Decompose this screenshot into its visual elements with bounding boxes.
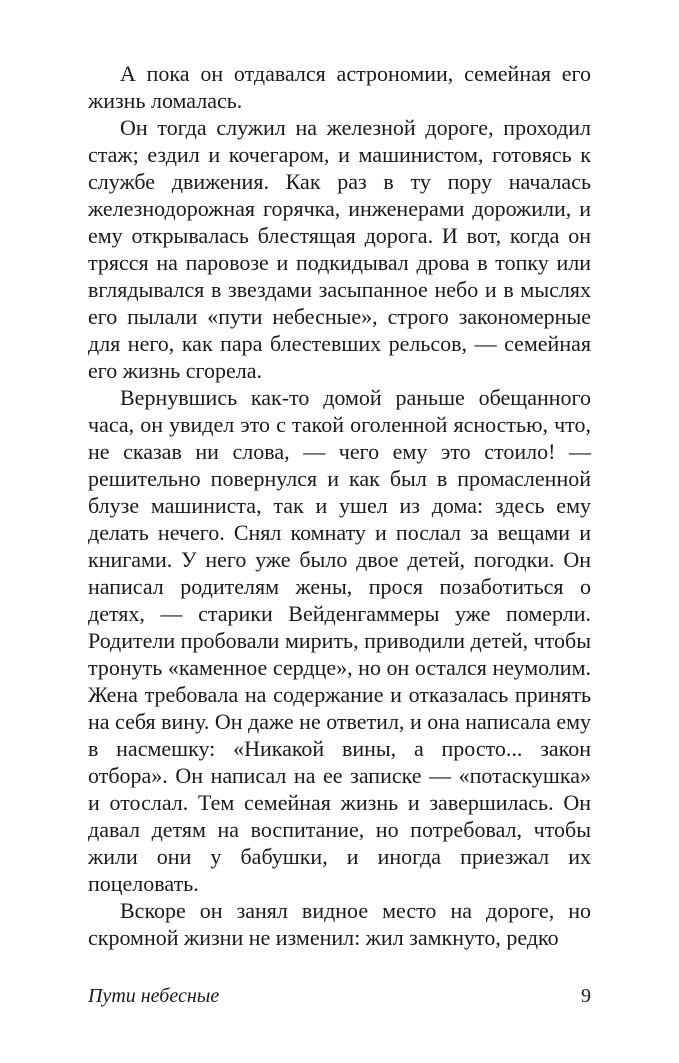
paragraph: А пока он отдавался астрономии, семейная его жизнь ломалась. [88, 61, 591, 113]
running-title: Пути небесные [88, 985, 220, 1007]
paragraph: Вскоре он занял видное место на дороге, но скромной жизни не изменил: жил замкнуто, редко [88, 898, 591, 950]
body-text [88, 60, 591, 951]
paragraph: Вернувшись как-то домой раньше обещанного часа, он увидел это с такой оголенной ясностью, что, не сказав ни слова, — чего ему это стоило! — решительно повернулся и как был в промасленной блузе машиниста, так и ушел из дома: здесь ему делать нечего. Снял комнату и послал за вещами и книгами. У него уже было двое детей, погодки. Он написал родителям жены, прося позаботиться о детях, — старики Вейденгаммеры уже померли. Родители пробовали мирить, приводили детей, чтобы тронуть «каменное сердце», но он остался неумолим. Жена требовала на содержание и отказалась принять на себя вину. Он даже не ответил, и она написала ему в насмешку: «Никакой вины, а просто... закон отбора». Он написал на ее записке — «потаскушка» и отослал. Тем семейная жизнь и завершилась. Он давал детям на воспитание, но потребовал, чтобы жили они у бабушки, и иногда приезжал их поцеловать. [88, 385, 591, 896]
page-footer [88, 983, 591, 1009]
paragraph: Он тогда служил на железной дороге, проходил стаж; ездил и кочегаром, и машинистом, готовясь к службе движения. Как раз в ту пору началась железнодорожная горячка, инженерами дорожили, и ему открывалась блестящая дорога. И вот, когда он трясся на паровозе и подкидывал дрова в топку или вглядывался в звездами засыпанное небо и в мыслях его пылали «пути небесные», строго закономерные для него, как пара блестевших рельсов, — семейная его жизнь сгорела. [88, 115, 591, 383]
page-number: 9 [581, 985, 591, 1007]
